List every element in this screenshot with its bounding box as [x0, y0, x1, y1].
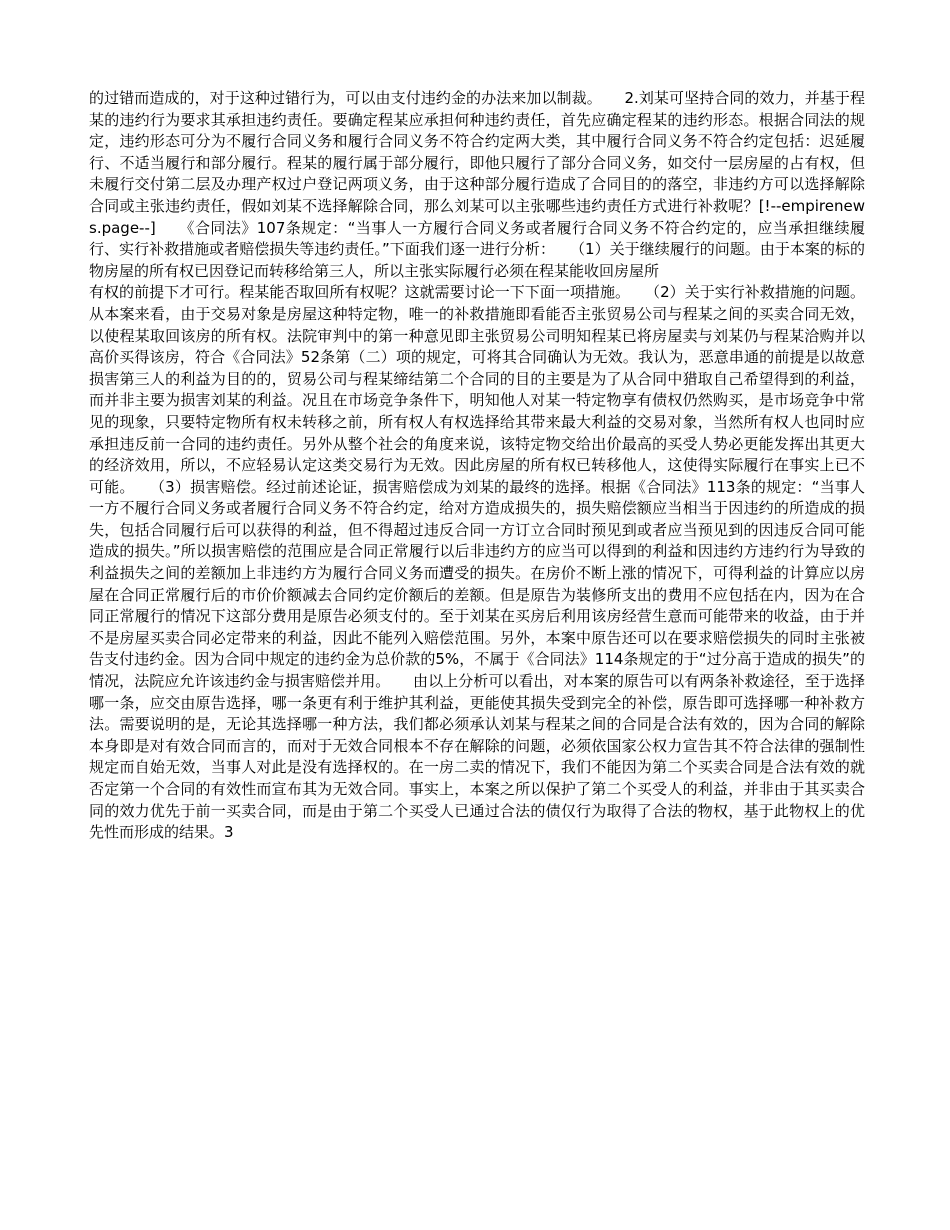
paragraph-2: 有权的前提下才可行。程某能否取回所有权呢？这就需要讨论一下下面一项措施。 （2）关于实行补救措施的问题。从本案来看，由于交易对象是房屋这种特定物，唯一的补救措施即看能否主张贸易公司与程某之间的买卖合同无效，以使程某取回该房的所有权。法院审判中的第一种意见即主张贸易公司明知程某已将房屋卖与刘某仍与程某洽购并以高价买得该房，符合《合同法》52条第（二）项的规定，可将其合同确认为无效。我认为，恶意串通的前提是以故意损害第三人的利益为目的的，贸易公司与程某缔结第二个合同的目的主要是为了从合同中猎取自己希望得到的利益，而并非主要为损害刘某的利益。况且在市场竞争条件下，明知他人对某一特定物享有债权仍然购买，是市场竞争中常见的现象，只要特定物所有权未转移之前，所有权人有权选择给其带来最大利益的交易对象，当然所有权人也同时应承担违反前一合同的违约责任。另外从整个社会的角度来说，该特定物交给出价最高的买受人势必更能发挥出其更大的经济效用，所以，不应轻易认定这类交易行为无效。因此房屋的所有权已转移他人，这使得实际履行在事实上已不可能。 （3）损害赔偿。经过前述论证，损害赔偿成为刘某的最终的选择。根据《合同法》113条的规定：“当事人一方不履行合同义务或者履行合同义务不符合约定，给对方造成损失的，损失赔偿额应当相当于因违约的所造成的损失，包括合同履行后可以获得的利益，但不得超过违反合同一方订立合同时预见到或者应当预见到的因违反合同可能造成的损失。”所以损害赔偿的范围应是合同正常履行以后非违约方的应当可以得到的利益和因违约方违约行为导致的利益损失之间的差额加上非违约方为履行合同义务而遭受的损失。在房价不断上涨的情况下，可得利益的计算应以房屋在合同正常履行后的市价价额减去合同约定价额后的差额。但是原告为装修所支出的费用不应包括在内，因为在合同正常履行的情况下这部分费用是原告必须支付的。至于刘某在买房后利用该房经营生意而可能带来的收益，由于并不是房屋买卖合同必定带来的利益，因此不能列入赔偿范围。另外，本案中原告还可以在要求赔偿损失的同时主张被告支付违约金。因为合同中规定的违约金为总价款的5%，不属于《合同法》114条规定的于“过分高于造成的损失”的情况，法院应允许该违约金与损害赔偿并用。 由以上分析可以看出，对本案的原告可以有两条补救途径，至于选择哪一条，应交由原告选择，哪一条更有利于维护其利益，更能使其损失受到完全的补偿，原告即可选择哪一种补救方法。需要说明的是，无论其选择哪一种方法，我们都必须承认刘某与程某之间的合同是合法有效的，因为合同的解除本身即是对有效合同而言的，而对于无效合同根本不存在解除的问题，必须依国家公权力宣告其不符合法律的强制性规定而自始无效，当事人对此是没有选择权的。在一房二卖的情况下，我们不能因为第二个买卖合同是合法有效的就否定第一个合同的有效性而宣布其为无效合同。事实上，本案之所以保护了第二个买受人的利益，并非由于其买卖合同的效力优先于前一买卖合同，而是由于第二个买受人已通过合法的债仅行为取得了合法的物权，基于此物权上的优先性而形成的结果。3 — [89, 283, 865, 842]
document-page — [89, 88, 865, 844]
paragraph-1: 的过错而造成的，对于这种过错行为，可以由支付违约金的办法来加以制裁。 2.刘某可坚持合同的效力，并基于程某的违约行为要求其承担违约责任。要确定程某应承担何种违约责任，首先应确定程某的违约形态。根据合同法的规定，违约形态可分为不履行合同义务和履行合同义务不符合约定两大类，其中履行合同义务不符合约定包括：迟延履行、不适当履行和部分履行。程某的履行属于部分履行，即他只履行了部分合同义务，如交付一层房屋的占有权，但未履行交付第二层及办理产权过户登记两项义务，由于这种部分履行造成了合同目的的落空，非违约方可以选择解除合同或主张违约责任，假如刘某不选择解除合同，那么刘某可以主张哪些违约责任方式进行补救呢？[!--empirenews.page--] 《合同法》107条规定：“当事人一方履行合同义务或者履行合同义务不符合约定的，应当承担继续履行、实行补救措施或者赔偿损失等违约责任。”下面我们逐一进行分析： （1）关于继续履行的问题。由于本案的标的物房屋的所有权已因登记而转移给第三人，所以主张实际履行必须在程某能收回房屋所 — [89, 89, 865, 280]
